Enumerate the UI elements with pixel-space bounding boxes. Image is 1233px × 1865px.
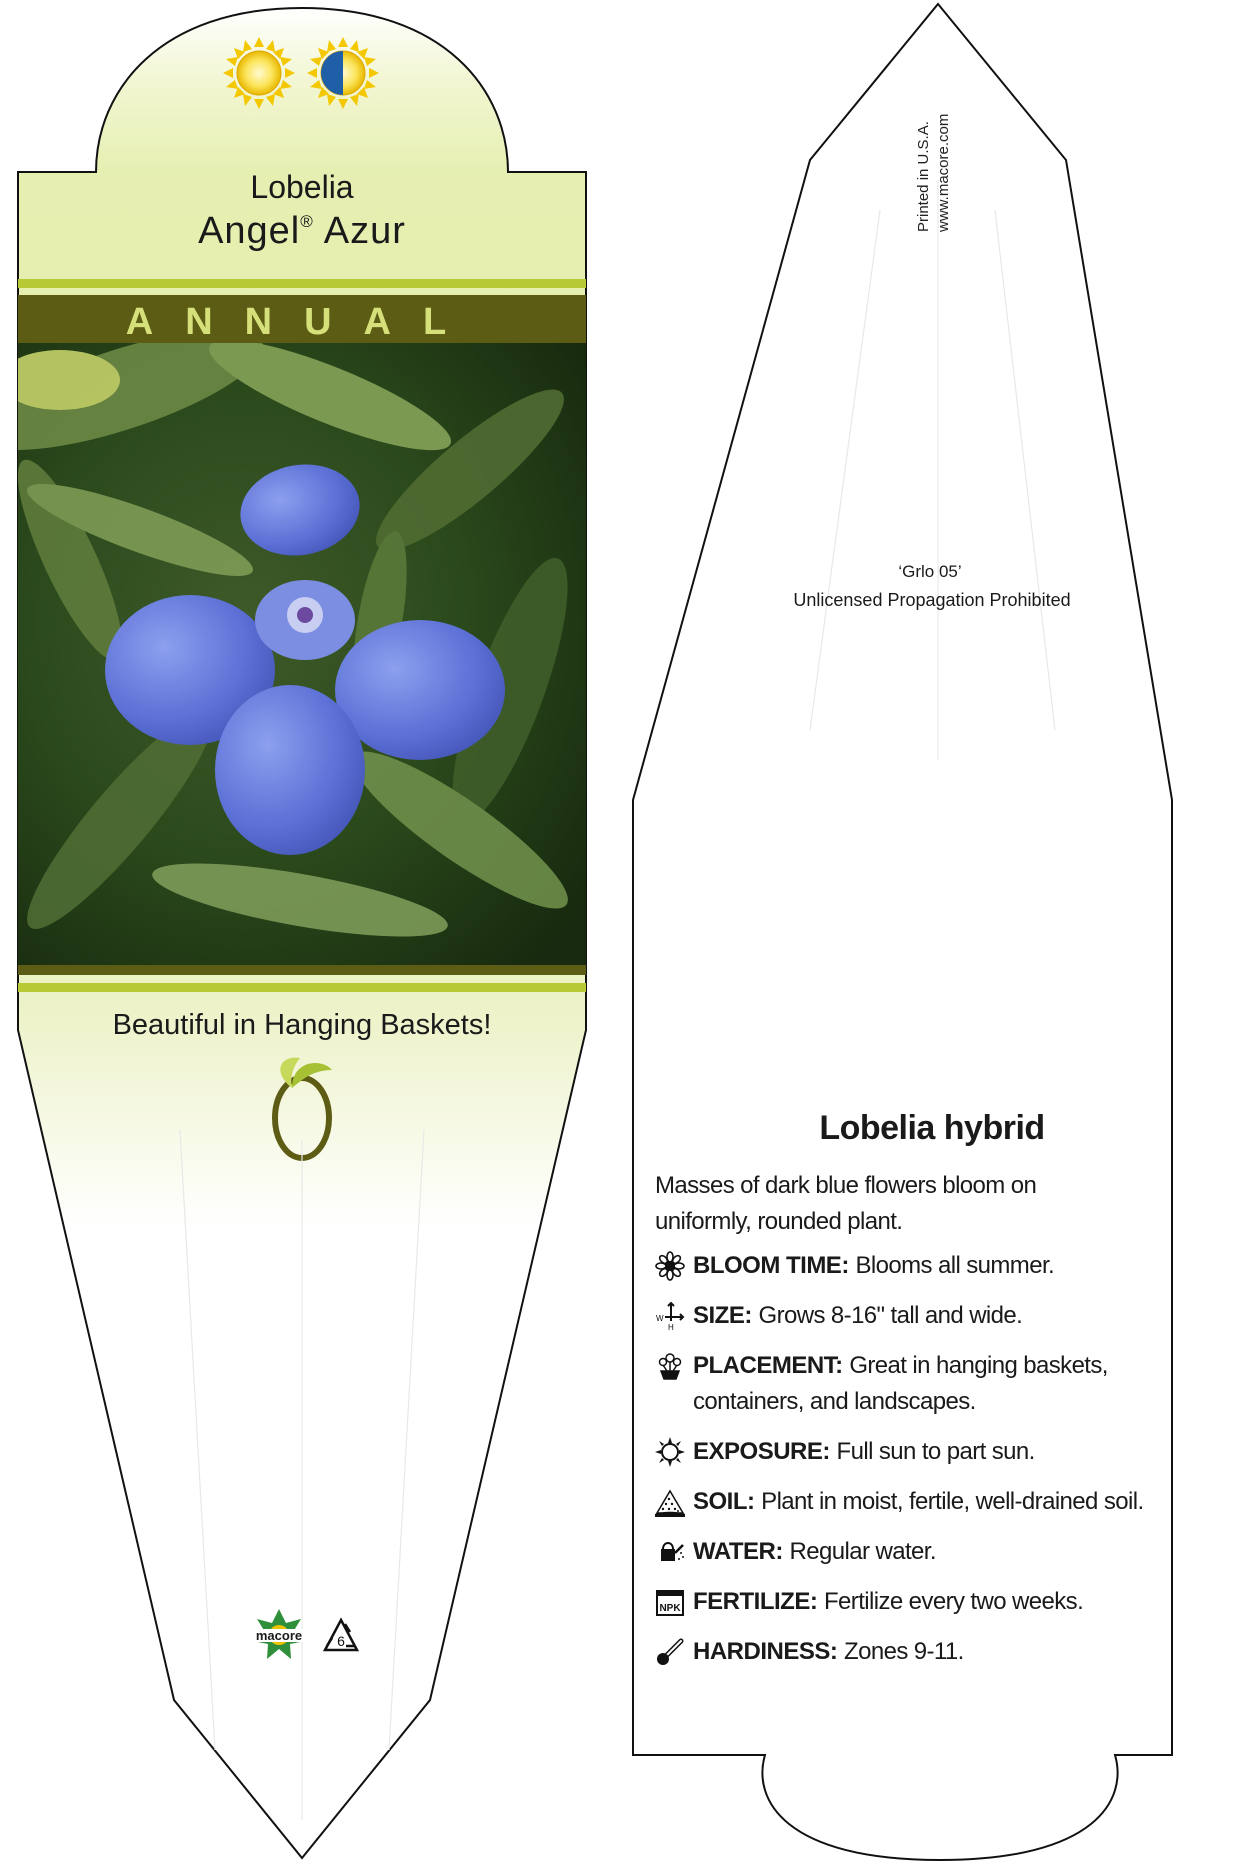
variety-name: Angel bbox=[198, 210, 301, 252]
category-label: ANNUAL bbox=[125, 301, 479, 343]
care-label: PLACEMENT: bbox=[693, 1352, 843, 1379]
care-row-exposure bbox=[655, 1434, 1195, 1470]
npk-icon bbox=[655, 1587, 685, 1617]
registered-mark: ® bbox=[300, 212, 314, 231]
macore-logo-text: macore bbox=[255, 1628, 303, 1643]
care-label: FERTILIZE: bbox=[693, 1588, 818, 1615]
care-text: Fertilize every two weeks. bbox=[824, 1588, 1084, 1615]
flower-photo bbox=[0, 306, 590, 965]
care-text: Plant in moist, fertile, well-drained soil. bbox=[761, 1488, 1144, 1515]
front-tagline: Beautiful in Hanging Baskets! bbox=[112, 1009, 492, 1041]
placement-icon bbox=[655, 1351, 685, 1381]
variety-suffix: Azur bbox=[323, 210, 406, 252]
recycle-code: 6 bbox=[337, 1633, 345, 1649]
size-icon-w: W bbox=[656, 1314, 664, 1323]
front-accent-rule-top bbox=[18, 279, 586, 288]
care-row-bloom-time bbox=[655, 1248, 1195, 1284]
care-text: Blooms all summer. bbox=[855, 1252, 1055, 1279]
care-label: WATER: bbox=[693, 1538, 783, 1565]
care-label: EXPOSURE: bbox=[693, 1438, 830, 1465]
care-text: Regular water. bbox=[789, 1538, 936, 1565]
size-icon-h: H bbox=[668, 1323, 674, 1331]
care-row-size bbox=[655, 1298, 1195, 1334]
care-text: Full sun to part sun. bbox=[836, 1438, 1035, 1465]
photo-frame-bottom bbox=[18, 965, 586, 975]
care-label: SOIL: bbox=[693, 1488, 755, 1515]
propagation-notice: Unlicensed Propagation Prohibited bbox=[793, 590, 1071, 610]
front-genus: Lobelia bbox=[250, 169, 354, 205]
care-instructions bbox=[655, 1168, 1195, 1670]
botanical-name: Lobelia hybrid bbox=[819, 1109, 1045, 1147]
care-label: SIZE: bbox=[693, 1302, 752, 1329]
npk-label: NPK bbox=[659, 1603, 681, 1614]
cultivar-name: ‘Grlo 05’ bbox=[898, 562, 962, 581]
care-text: Zones 9-11. bbox=[844, 1638, 964, 1665]
website: www.macore.com bbox=[935, 113, 952, 232]
plant-description: Masses of dark blue flowers bloom on uniformly, rounded plant. bbox=[655, 1172, 1037, 1235]
care-label: BLOOM TIME: bbox=[693, 1252, 849, 1279]
care-label: HARDINESS: bbox=[693, 1638, 838, 1665]
front-accent-rule-bottom bbox=[18, 983, 586, 992]
care-row-placement bbox=[655, 1348, 1195, 1420]
care-text: Grows 8-16" tall and wide. bbox=[758, 1302, 1023, 1329]
flower-icon bbox=[655, 1251, 685, 1281]
sun-icon bbox=[655, 1437, 685, 1467]
care-row-water bbox=[655, 1534, 1195, 1570]
care-text: Great in hanging baskets, containers, and landscapes. bbox=[693, 1352, 1108, 1415]
care-row-fertilize bbox=[655, 1584, 1195, 1620]
printed-in: Printed in U.S.A. bbox=[915, 121, 932, 232]
soil-icon bbox=[655, 1487, 685, 1517]
care-row-soil bbox=[655, 1484, 1195, 1520]
thermometer-icon bbox=[655, 1637, 685, 1667]
front-tag bbox=[0, 8, 590, 1858]
care-row-hardiness bbox=[655, 1634, 1195, 1670]
watering-can-icon bbox=[655, 1537, 685, 1567]
size-icon bbox=[655, 1301, 685, 1331]
